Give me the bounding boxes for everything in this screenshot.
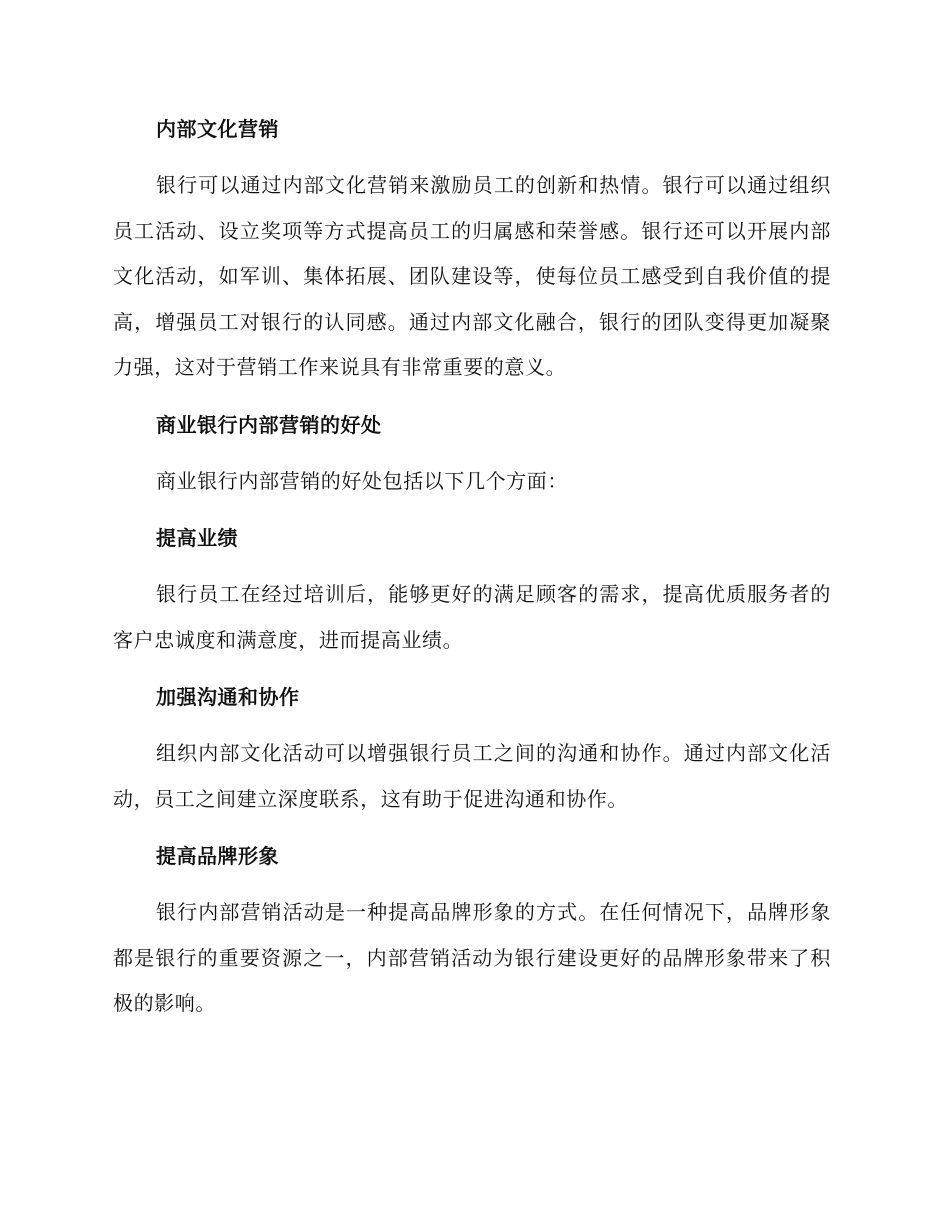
section-heading-improve-performance: 提高业绩 [156,526,238,550]
section-paragraph-internal-culture-marketing: 银行可以通过内部文化营销来激励员工的创新和热情。银行可以通过组织员工活动、设立奖项等方式提高员工的归属感和荣誉感。银行还可以开展内部文化活动，如军训、集体拓展、团队建设等，使每位员工感受到自我价值的提高，增强员工对银行的认同感。通过内部文化融合，银行的团队变得更加凝聚力强，这对于营销工作来说具有非常重要的意义。 [113,173,831,379]
section-paragraph-benefits: 商业银行内部营销的好处包括以下几个方面： [156,468,568,493]
section-heading-benefits: 商业银行内部营销的好处 [156,412,382,437]
section-heading-internal-culture-marketing: 内部文化营销 [156,117,279,141]
section-heading-communication: 加强沟通和协作 [156,685,300,709]
document-body [113,107,831,1039]
section-paragraph-brand-image: 银行内部营销活动是一种提高品牌形象的方式。在任何情况下，品牌形象都是银行的重要资源之一，内部营销活动为银行建设更好的品牌形象带来了积极的影响。 [113,900,831,1015]
section-heading-brand-image: 提高品牌形象 [156,844,279,868]
section-paragraph-improve-performance: 银行员工在经过培训后，能够更好的满足顾客的需求，提高优质服务者的客户忠诚度和满意度，进而提高业绩。 [113,582,831,652]
section-paragraph-communication: 组织内部文化活动可以增强银行员工之间的沟通和协作。通过内部文化活动，员工之间建立深度联系，这有助于促进沟通和协作。 [113,741,831,811]
